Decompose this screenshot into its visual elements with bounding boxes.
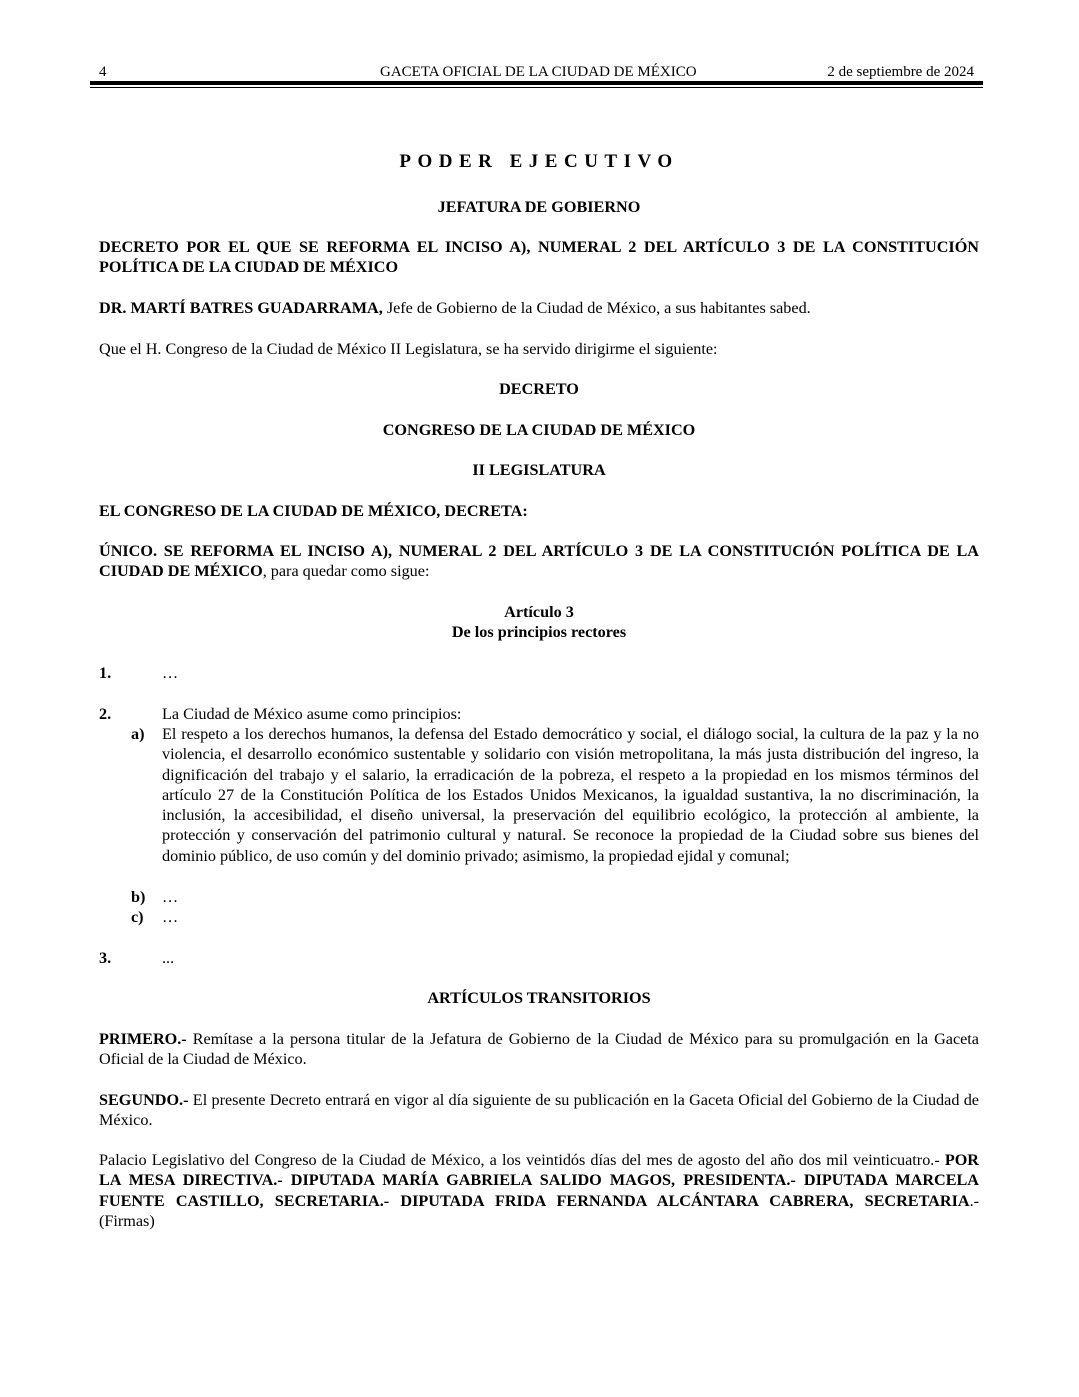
segundo-label: SEGUNDO.- — [99, 1091, 189, 1109]
numeral-2-label: 2. — [99, 705, 112, 723]
page-header — [99, 62, 979, 82]
inciso-b-text: … — [162, 888, 179, 906]
decree-title: DECRETO POR EL QUE SE REFORMA EL INCISO A), NUMERAL 2 DEL ARTÍCULO 3 DE LA CONSTITUCIÓN POLÍTICA DE LA CIUDAD DE MÉXICO — [99, 238, 979, 277]
article-number: Artículo 3 — [504, 603, 574, 621]
transitorios-heading: ARTÍCULOS TRANSITORIOS — [427, 989, 651, 1007]
section-title: PODER EJECUTIVO — [399, 151, 679, 172]
closing-tail: .- (Firmas) — [99, 1191, 979, 1230]
page-number: 4 — [99, 64, 107, 80]
primero-text: Remítase a la persona titular de la Jefatura de Gobierno de la Ciudad de México para su promulgación en la Gaceta Oficial de la Ciudad de México. — [99, 1030, 979, 1069]
inciso-b-label: b) — [131, 888, 146, 906]
unico-paragraph — [99, 541, 979, 582]
intro-paragraph — [99, 298, 979, 318]
numeral-2-text: La Ciudad de México asume como principios: — [162, 705, 462, 723]
numeral-1-text: … — [162, 664, 179, 682]
publication-date: 2 de septiembre de 2024 — [827, 64, 974, 80]
inciso-c-text: … — [162, 908, 179, 926]
primero-paragraph — [99, 1029, 979, 1070]
office-heading: JEFATURA DE GOBIERNO — [437, 198, 641, 216]
legislature-heading: II LEGISLATURA — [472, 461, 606, 479]
closing-text: Palacio Legislativo del Congreso de la Ciudad de México, a los veintidós días del mes de agosto del año dos mil veinticuatro.- — [99, 1151, 945, 1169]
governor-name: DR. MARTÍ BATRES GUADARRAMA, — [99, 299, 383, 317]
unico-rest: , para quedar como sigue: — [262, 562, 430, 581]
article-title: De los principios rectores — [451, 623, 627, 641]
congress-note: Que el H. Congreso de la Ciudad de México II Legislatura, se ha servido dirigirme el siguiente: — [99, 340, 718, 358]
inciso-c-label: c) — [131, 908, 144, 926]
congress-heading: CONGRESO DE LA CIUDAD DE MÉXICO — [382, 421, 696, 439]
header-rule-thin — [90, 87, 983, 88]
unico-bold: ÚNICO. SE REFORMA EL INCISO A), NUMERAL 2 DEL ARTÍCULO 3 DE LA CONSTITUCIÓN POLÍTICA DE LA CIUDAD DE MÉXICO — [99, 542, 979, 581]
segundo-paragraph — [99, 1090, 979, 1131]
publication-title: GACETA OFICIAL DE LA CIUDAD DE MÉXICO — [380, 64, 697, 80]
closing-paragraph — [99, 1150, 979, 1231]
inciso-a-text: El respeto a los derechos humanos, la defensa del Estado democrático y social, el diálogo social, la cultura de la paz y la no violencia, el desarrollo económico sustentable y solidario con visión metropolitana, la más justa distribución del ingreso, la dignificación del trabajo y el salario, la erradicación de la pobreza, el respeto a la propiedad en los mismos términos del artículo 27 de la Constitución Política de los Estados Unidos Mexicanos, la igualdad sustantiva, la no discriminación, la inclusión, la accesibilidad, el diseño universal, la preservación del equilibrio ecológico, la protección al ambiente, la protección y conservación del patrimonio cultural y natural. Se reconoce la propiedad de la Ciudad sobre sus bienes del dominio público, de uso común y del dominio privado; asimismo, la propiedad ejidal y comunal; — [162, 725, 979, 865]
decreto-heading: DECRETO — [499, 380, 579, 398]
inciso-a-label: a) — [131, 725, 145, 743]
decreta-heading: EL CONGRESO DE LA CIUDAD DE MÉXICO, DECRETA: — [99, 502, 528, 520]
intro-text: Jefe de Gobierno de la Ciudad de México, a sus habitantes sabed. — [382, 299, 811, 317]
closing-signatories: POR LA MESA DIRECTIVA.- DIPUTADA MARÍA GABRIELA SALIDO MAGOS, PRESIDENTA.- DIPUTADA MARCELA FUENTE CASTILLO, SECRETARIA.- DIPUTADA FRIDA FERNANDA ALCÁNTARA CABRERA, SECRETARIA — [99, 1151, 979, 1210]
numeral-3-label: 3. — [99, 949, 112, 967]
primero-label: PRIMERO.- — [99, 1030, 187, 1048]
numeral-3-text: ... — [162, 949, 175, 967]
segundo-text: El presente Decreto entrará en vigor al día siguiente de su publicación en la Gaceta Oficial del Gobierno de la Ciudad de México. — [99, 1091, 979, 1130]
numeral-1-label: 1. — [99, 664, 112, 682]
header-rule-thick — [90, 81, 983, 85]
